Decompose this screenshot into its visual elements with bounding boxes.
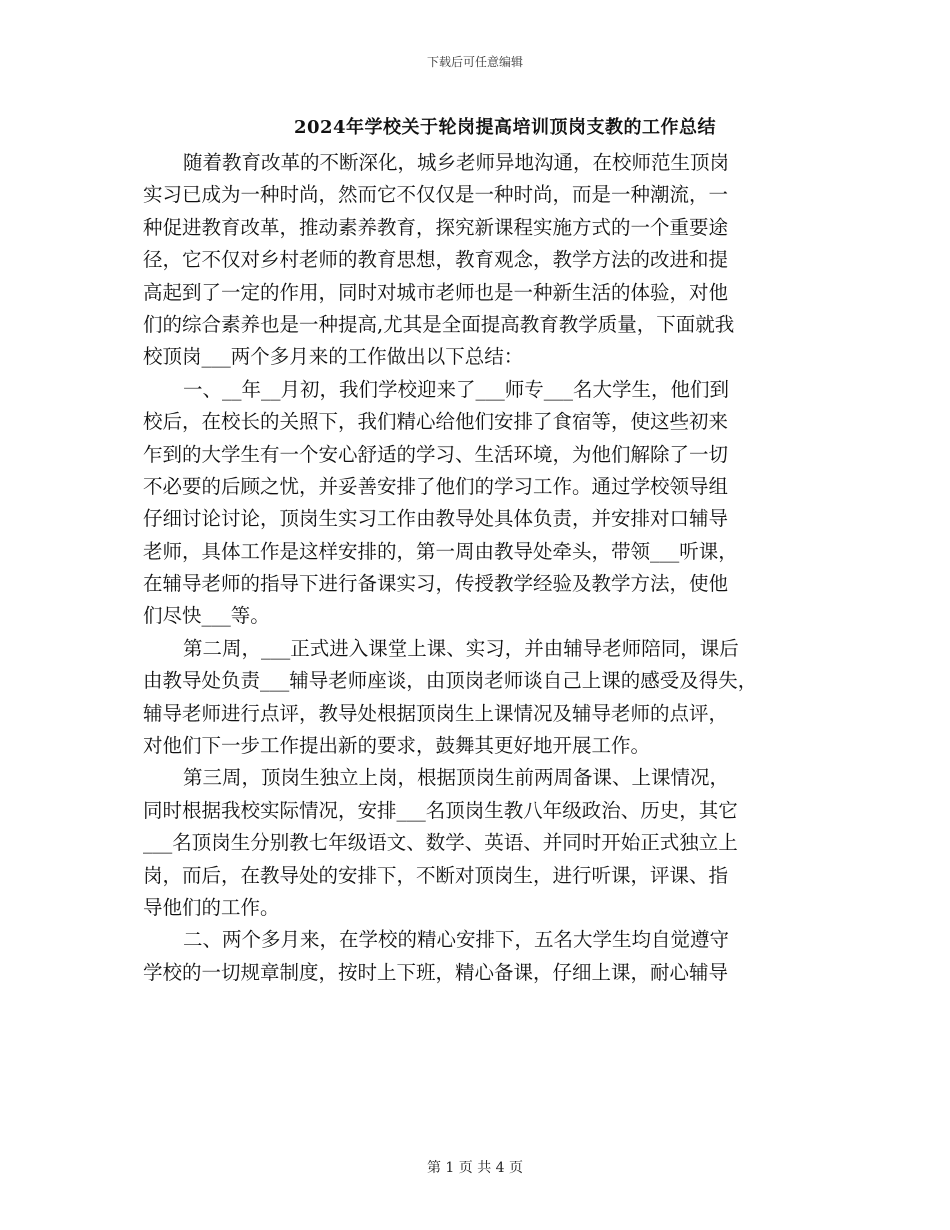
body-line: 径，它不仅对乡村老师的教育思想，教育观念，教学方法的改进和提	[143, 248, 729, 272]
body-line: 导他们的工作。	[143, 895, 280, 919]
body-line: 辅导老师进行点评，教导处根据顶岗生上课情况及辅导老师的点评，	[143, 701, 729, 725]
body-line: 高起到了一定的作用，同时对城市老师也是一种新生活的体验，对他	[143, 280, 729, 304]
body-line: 岗，而后，在教导处的安排下，不断对顶岗生，进行听课，评课、指	[143, 863, 729, 887]
body-line: 校后，在校长的关照下，我们精心给他们安排了食宿等，使这些初来	[143, 410, 729, 434]
body-line: 学校的一切规章制度，按时上下班，精心备课，仔细上课，耐心辅导	[143, 960, 729, 984]
body-line: 实习已成为一种时尚，然而它不仅仅是一种时尚，而是一种潮流，一	[143, 183, 729, 207]
body-line: 对他们下一步工作提出新的要求，鼓舞其更好地开展工作。	[143, 734, 651, 758]
body-line: 在辅导老师的指导下进行备课实习，传授教学经验及教学方法，使他	[143, 572, 729, 596]
body-line: 校顶岗___两个多月来的工作做出以下总结：	[143, 345, 524, 369]
body-line: 第三周，顶岗生独立上岗，根据顶岗生前两周备课、上课情况，	[183, 766, 730, 790]
body-line: 不必要的后顾之忧，并妥善安排了他们的学习工作。通过学校领导组	[143, 474, 729, 498]
body-line: 由教导处负责___辅导老师座谈，由顶岗老师谈自己上课的感受及得失，	[143, 669, 758, 693]
page-number-footer: 第 1 页 共 4 页	[426, 1160, 524, 1176]
body-line: 随着教育改革的不断深化，城乡老师异地沟通，在校师范生顶岗	[183, 151, 730, 174]
body-line: 第二周，___正式进入课堂上课、实习，并由辅导老师陪同，课后	[183, 636, 739, 660]
body-line: 种促进教育改革，推动素养教育，探究新课程实施方式的一个重要途	[143, 215, 729, 239]
body-line: 老师，具体工作是这样安排的，第一周由教导处牵头，带领___听课，	[143, 539, 738, 563]
body-line: 同时根据我校实际情况，安排___名顶岗生教八年级政治、历史，其它	[143, 798, 738, 822]
body-line: 乍到的大学生有一个安心舒适的学习、生活环境，为他们解除了一切	[143, 442, 729, 466]
body-line: 们的综合素养也是一种提高,尤其是全面提高教育教学质量，下面就我	[143, 312, 735, 336]
body-line: 一、__年__月初，我们学校迎来了___师专___名大学生，他们到	[183, 377, 730, 401]
body-line: ___名顶岗生分别教七年级语文、数学、英语、并同时开始正式独立上	[143, 831, 738, 855]
body-line: 们尽快___等。	[143, 604, 270, 628]
body-line: 仔细讨论讨论，顶岗生实习工作由教导处具体负责，并安排对口辅导	[143, 507, 729, 531]
document-title: 2024年学校关于轮岗提高培训顶岗支教的工作总结	[293, 117, 717, 138]
document-body	[143, 147, 815, 989]
page-header-note: 下载后可任意编辑	[426, 55, 523, 69]
body-line: 二、两个多月来，在学校的精心安排下，五名大学生均自觉遵守	[183, 928, 730, 952]
